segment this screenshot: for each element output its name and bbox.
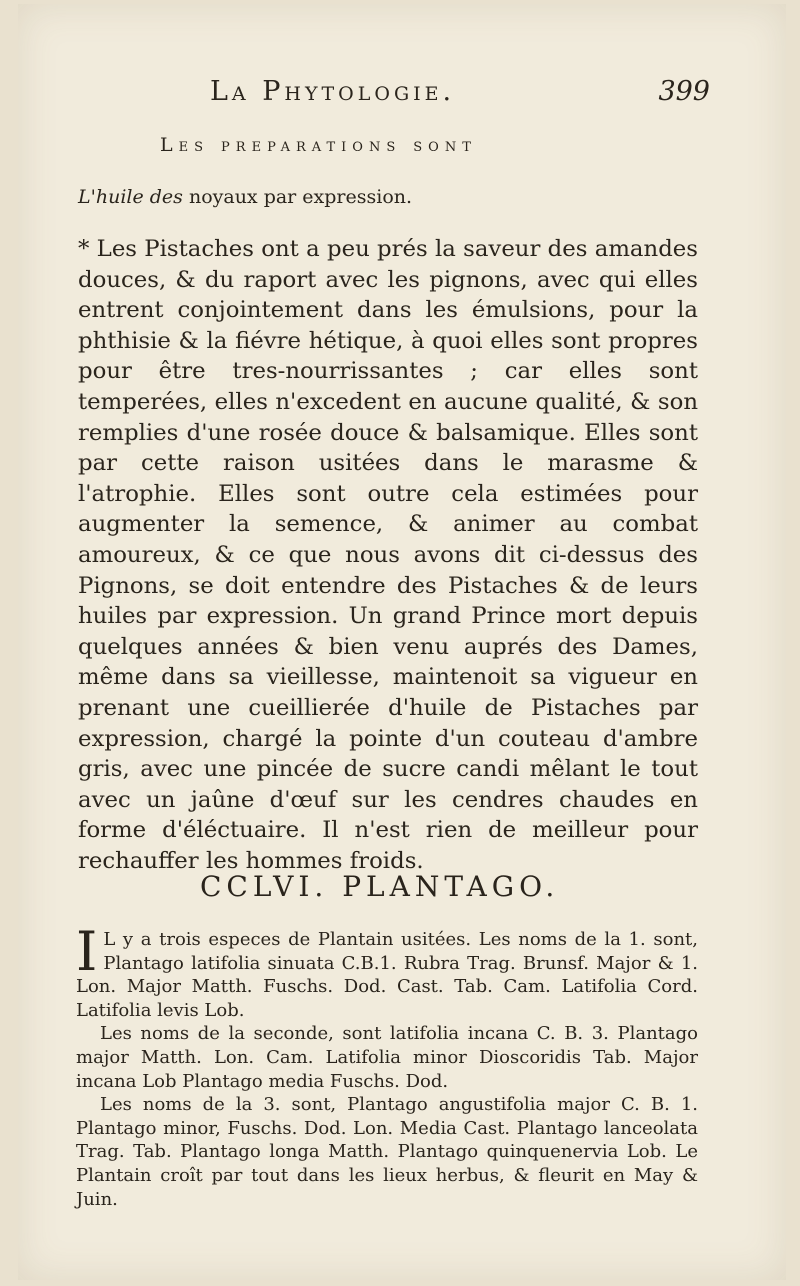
main-paragraph	[78, 234, 698, 876]
plantago-section	[76, 920, 698, 1211]
prep-line-rest: noyaux par expression.	[182, 186, 413, 208]
subheading: Les preparations sont	[160, 134, 477, 156]
prep-line-italic: L'huile des	[78, 186, 183, 208]
plantago-p1	[76, 920, 698, 1022]
plantago-p3: Les noms de la 3. sont, Plantago angustifolia major C. B. 1. Plantago minor, Fuschs. Dod. Lon. Media Cast. Plantago lanceolata Trag. Tab. Plantago longa Matth. Plantago quinquenervia Lob. Le Plantain croît par tout dans les lieux herbus, & fleurit en May & Juin.	[76, 1094, 698, 1210]
paragraph-text: * Les Pistaches ont a peu prés la saveur des amandes douces, & du raport avec les pignons, avec qui elles entrent conjointement dans les émulsions, pour la phthisie & la fiévre hétique, à quoi elles sont propres pour être tres-nourrissantes ; car elles sont temperées, elles n'excedent en aucune qualité, & son remplies d'une rosée douce & balsamique. Elles sont par cette raison usitées dans le marasme & l'atrophie. Elles sont outre cela estimées pour augmenter la semence, & animer au combat amoureux, & ce que nous avons dit ci-dessus des Pignons, se doit entendre des Pistaches & de leurs huiles par expression. Un grand Prince mort depuis quelques années & bien venu auprés des Dames, même dans sa vieillesse, maintenoit sa vigueur en prenant une cueillierée d'huile de Pistaches par expression, chargé la pointe d'un couteau d'ambre gris, avec une pincée de sucre candi mêlant le tout avec un jaûne d'œuf sur les cendres chaudes en forme d'éléctuaire. Il n'est rien de meilleur pour rechauffer les hommes froids.	[78, 236, 698, 874]
plantago-p1-text: L y a trois especes de Plantain usitées. Les noms de la 1. sont, Plantago latifolia sinuata C.B.1. Rubra Trag. Brunsf. Major & 1. Lon. Major Matth. Fuschs. Dod. Cast. Tab. Cam. Latifolia Cord. Latifolia levis Lob.	[76, 929, 698, 1021]
running-head	[210, 76, 710, 107]
page-number: 399	[658, 76, 710, 107]
plantago-p2: Les noms de la seconde, sont latifolia incana C. B. 3. Plantago major Matth. Lon. Cam. Latifolia minor Dioscoridis Tab. Major incana Lob Plantago media Fuschs. Dod.	[76, 1023, 698, 1092]
drop-cap: I	[76, 920, 98, 983]
running-head-title: La Phytologie.	[210, 76, 456, 107]
section-heading: CCLVI. PLANTAGO.	[200, 870, 560, 903]
prep-line	[78, 186, 412, 208]
